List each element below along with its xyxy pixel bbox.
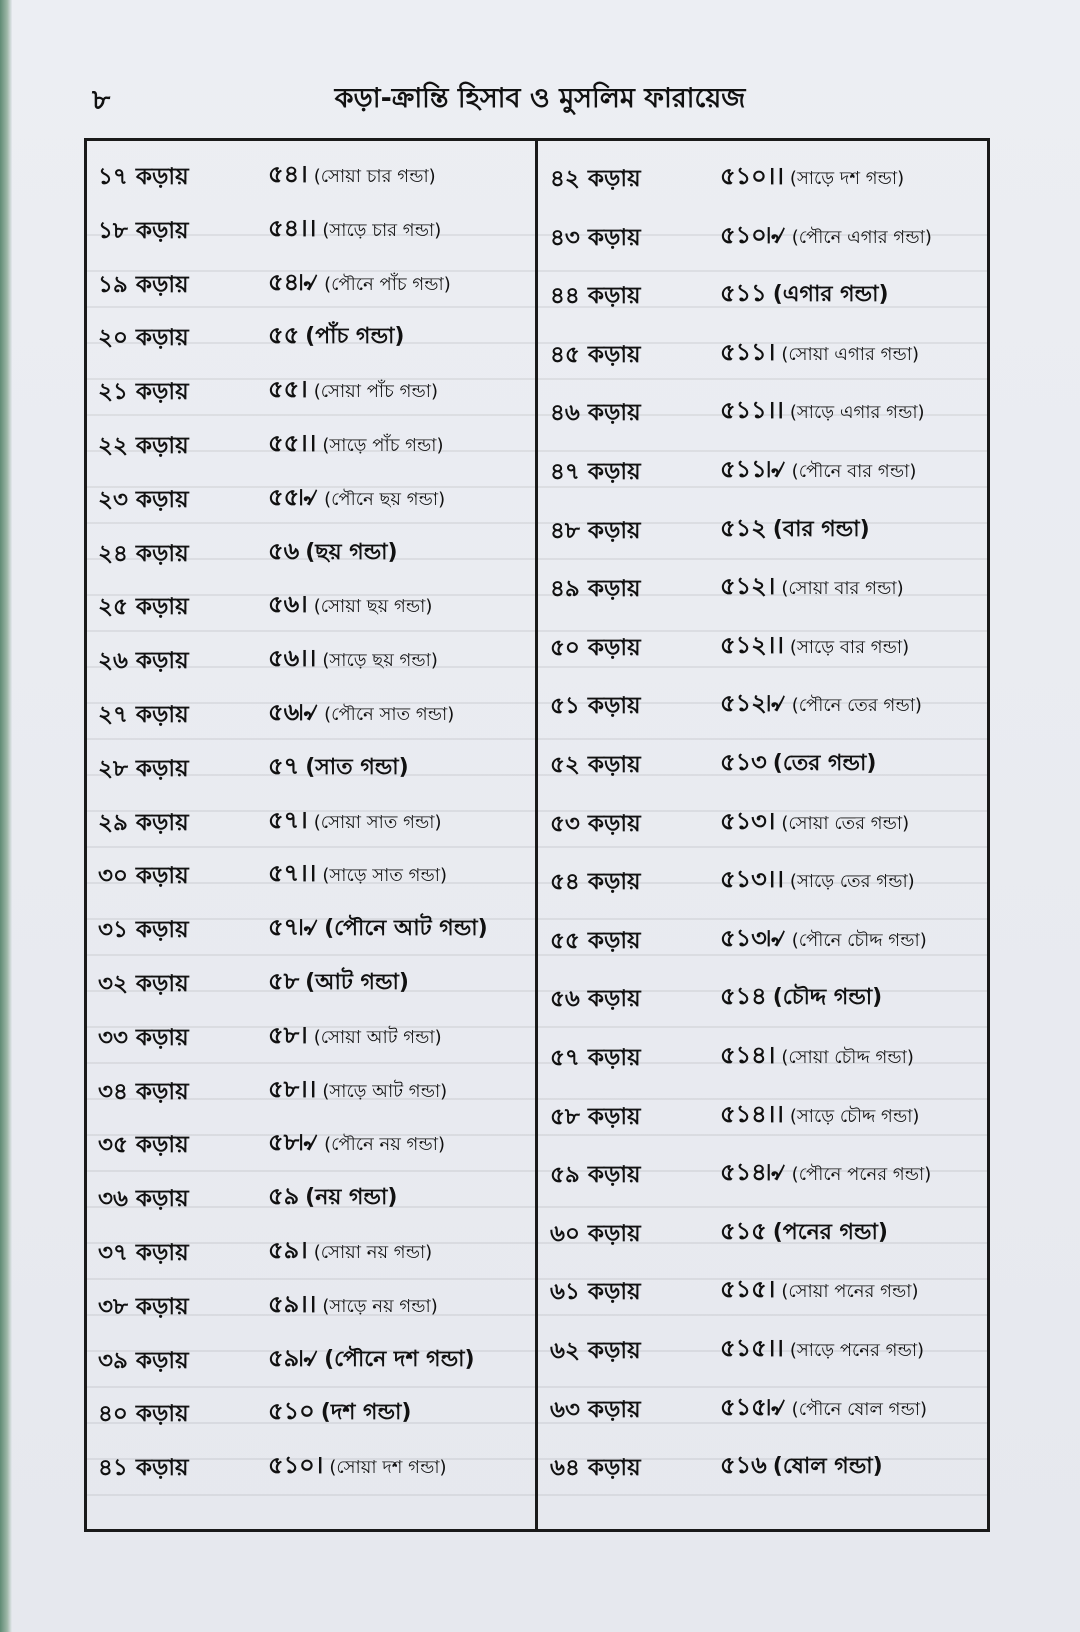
table-row (84, 1172, 535, 1216)
kora-count: ২৩ কড়ায় (98, 486, 189, 513)
table-row (84, 419, 535, 463)
page-header (0, 78, 1080, 122)
kora-count: ২৮ কড়ায় (98, 755, 189, 782)
table-row (84, 311, 535, 355)
gonda-value (268, 1232, 432, 1272)
gonda-label: (পৌনে পাঁচ গন্ডা) (324, 273, 451, 295)
gonda-label: (সাড়ে সাত গন্ডা) (322, 865, 448, 887)
gonda-value (268, 1071, 447, 1111)
kora-count: ৬০ কড়ায় (550, 1220, 641, 1247)
gonda-value (720, 1154, 931, 1194)
gonda-label: (দশ গন্ডা) (320, 1400, 412, 1426)
gonda-symbol: ৫১০ (268, 1397, 315, 1426)
gonda-label: (সোয়া আট গন্ডা) (313, 1026, 442, 1048)
gonda-symbol: ৫১২।। (720, 630, 784, 659)
gonda-symbol: ৫৯। (268, 1236, 308, 1264)
table-row (84, 957, 535, 1001)
gonda-symbol: ৫১৬ (720, 1451, 767, 1480)
kora-count: ২৯ কড়ায় (98, 809, 189, 836)
gonda-value (268, 1447, 447, 1487)
gonda-symbol: ৫১৩।। (720, 865, 784, 894)
kora-count: ২০ কড়ায় (98, 325, 189, 352)
kora-count: ৫০ কড়ায় (550, 634, 641, 661)
kora-count: ২৭ কড়ায় (98, 702, 189, 728)
gonda-symbol: ৫১৩। (720, 806, 776, 835)
kora-count: ৪২ কড়ায় (550, 166, 641, 192)
gonda-value (720, 1447, 883, 1487)
table-row (84, 688, 535, 732)
gonda-value (720, 1213, 888, 1253)
kora-count: ৪০ কড়ায় (98, 1401, 189, 1428)
gonda-label: (সোয়া চৌদ্দ গন্ডা) (781, 1047, 914, 1068)
gonda-symbol: ৫১১। (720, 337, 776, 366)
gonda-label: (পৌনে ষোল গন্ডা) (791, 1398, 928, 1420)
gonda-symbol: ৫১২। (720, 572, 776, 601)
gonda-value (268, 694, 454, 734)
gonda-value (720, 978, 882, 1018)
table-row (538, 914, 990, 958)
gonda-symbol: ৫৯ (268, 1182, 300, 1211)
kora-count: ২৬ কড়ায় (98, 648, 189, 675)
table-row (84, 796, 535, 840)
gonda-value (268, 317, 404, 357)
gonda-label: (সাড়ে পনের গন্ডা) (789, 1340, 925, 1361)
gonda-label: (চৌদ্দ গন্ডা) (772, 985, 883, 1011)
gonda-value (268, 586, 432, 626)
gonda-label: (সোয়া চার গন্ডা) (313, 166, 436, 187)
gonda-value (720, 158, 904, 198)
table-row (538, 1031, 990, 1075)
gonda-symbol: ৫৪। (268, 160, 308, 188)
gonda-value (268, 1286, 438, 1326)
table-row (538, 562, 990, 606)
kora-count: ৫৩ কড়ায় (550, 810, 641, 837)
gonda-symbol: ৫৫ (268, 321, 300, 350)
gonda-value (268, 425, 444, 465)
kora-count: ৩৭ কড়ায় (98, 1240, 189, 1266)
table-row (84, 1334, 535, 1378)
running-title: কড়া-ক্রান্তি হিসাব ও মুসলিম ফারায়েজ (334, 83, 746, 114)
gonda-label: (সোয়া এগার গন্ডা) (781, 343, 920, 365)
table-row (84, 1226, 535, 1270)
table-row (84, 1280, 535, 1324)
gonda-label: (নয় গন্ডা) (305, 1185, 398, 1211)
table-row (538, 797, 990, 841)
table-row (84, 527, 535, 571)
gonda-symbol: ৫১৪৷৵ (720, 1158, 786, 1187)
table-row (538, 269, 990, 313)
gonda-value (268, 156, 436, 196)
right-column (538, 138, 990, 1532)
gonda-symbol: ৫৭।। (268, 859, 317, 888)
gonda-value (720, 451, 916, 491)
table-row (538, 1383, 990, 1427)
table-row (538, 328, 990, 372)
gonda-symbol: ৫৪৷৵ (268, 267, 319, 296)
table-row (84, 580, 535, 624)
gonda-label: (পাঁচ গন্ডা) (305, 324, 405, 350)
gonda-value (268, 963, 409, 1003)
kora-count: ৪৫ কড়ায় (550, 341, 641, 368)
kora-count: ৪৯ কড়ায় (550, 576, 641, 603)
gonda-label: (সোয়া বার গন্ডা) (781, 578, 904, 600)
gonda-symbol: ৫৫। (268, 375, 308, 404)
gonda-symbol: ৫৮।। (268, 1074, 317, 1103)
kora-count: ৫৭ কড়ায় (550, 1045, 641, 1071)
gonda-value (720, 1389, 927, 1429)
table-row (538, 211, 990, 255)
gonda-label: (পৌনে আট গন্ডা) (324, 916, 488, 942)
gonda-value (268, 264, 451, 304)
table-row (84, 1011, 535, 1055)
kora-count: ১৯ কড়ায় (98, 271, 189, 298)
kora-count: ৪৭ কড়ায় (550, 459, 641, 485)
gonda-label: (সাত গন্ডা) (305, 754, 409, 780)
kora-count: ২১ কড়ায় (98, 379, 189, 406)
gonda-value (268, 640, 438, 680)
table-row (538, 972, 990, 1016)
kora-count: ৩১ কড়ায় (98, 917, 189, 944)
gonda-value (720, 217, 932, 257)
gonda-symbol: ৫৪।। (268, 213, 317, 242)
gonda-symbol: ৫১৫ (720, 1216, 767, 1245)
gonda-label: (পনের গন্ডা) (772, 1219, 888, 1245)
kora-count: ৫৬ কড়ায় (550, 986, 641, 1013)
table-row (84, 1118, 535, 1162)
gonda-label: (সাড়ে চার গন্ডা) (322, 219, 442, 241)
gonda-symbol: ৫১২৷৵ (720, 689, 786, 718)
gonda-symbol: ৫১৩ (720, 748, 767, 776)
table-row (538, 1265, 990, 1309)
kora-count: ৪৪ কড়ায় (550, 283, 641, 310)
gonda-value (720, 275, 889, 315)
gonda-symbol: ৫৭। (268, 805, 308, 834)
gonda-label: (সাড়ে দশ গন্ডা) (789, 168, 905, 189)
gonda-label: (সাড়ে নয় গন্ডা) (322, 1295, 438, 1317)
kora-count: ৫২ কড়ায় (550, 752, 641, 778)
gonda-symbol: ৫১৫।। (720, 1334, 784, 1362)
table-row (84, 903, 535, 947)
gonda-label: (পৌনে পনের গন্ডা) (791, 1164, 932, 1186)
table-row (538, 1324, 990, 1368)
kora-count: ৩৮ কড়ায় (98, 1293, 189, 1320)
kora-count: ২২ কড়ায় (98, 433, 189, 459)
gonda-value (268, 748, 409, 788)
gonda-label: (বার গন্ডা) (772, 516, 870, 542)
gonda-value (268, 479, 445, 519)
kora-count: ৩২ কড়ায় (98, 971, 189, 997)
gonda-symbol: ৫১১।। (720, 396, 784, 425)
gonda-symbol: ৫১০।। (720, 162, 784, 190)
kora-count: ১৮ কড়ায় (98, 217, 189, 244)
gonda-symbol: ৫৮ (268, 967, 300, 995)
gonda-value (268, 855, 447, 895)
gonda-label: (সোয়া ছয় গন্ডা) (313, 596, 433, 618)
kora-count: ৫৪ কড়ায় (550, 869, 641, 896)
kora-count: ১৭ কড়ায় (98, 164, 189, 190)
gonda-label: (সোয়া দশ গন্ডা) (329, 1457, 447, 1479)
gonda-symbol: ৫৫৷৵ (268, 482, 319, 511)
gonda-label: (এগার গন্ডা) (772, 282, 889, 308)
kora-count: ৩৪ কড়ায় (98, 1078, 189, 1105)
gonda-value (720, 1037, 914, 1077)
gonda-label: (তের গন্ডা) (772, 751, 877, 776)
gonda-value (268, 1178, 397, 1218)
gonda-symbol: ৫৫।। (268, 429, 317, 457)
table-row (538, 386, 990, 430)
gonda-label: (সোয়া পাঁচ গন্ডা) (313, 381, 439, 403)
table-row (84, 473, 535, 517)
gonda-label: (সাড়ে ছয় গন্ডা) (322, 650, 438, 672)
gonda-label: (সাড়ে তের গন্ডা) (789, 871, 915, 893)
gonda-value (268, 909, 488, 949)
gonda-label: (সাড়ে চৌদ্দ গন্ডা) (789, 1105, 920, 1127)
gonda-symbol: ৫১০৷৵ (720, 220, 786, 249)
gonda-label: (পৌনে বার গন্ডা) (791, 461, 917, 482)
gonda-value (720, 685, 922, 725)
gonda-value (268, 802, 442, 842)
gonda-label: (সোয়া নয় গন্ডা) (313, 1242, 433, 1263)
gonda-symbol: ৫১৪ (720, 982, 767, 1011)
kora-count: ৬২ কড়ায় (550, 1338, 641, 1364)
gonda-symbol: ৫৭৷৵ (268, 913, 319, 942)
gonda-label: (সাড়ে আট গন্ডা) (322, 1080, 448, 1102)
kora-count: ৩০ কড়ায় (98, 863, 189, 890)
gonda-label: (পৌনে এগার গন্ডা) (791, 226, 932, 248)
kora-count: ৫৯ কড়ায় (550, 1162, 641, 1189)
gonda-label: (পৌনে ছয় গন্ডা) (324, 488, 446, 510)
gonda-symbol: ৫১৫৷৵ (720, 1392, 786, 1421)
gonda-value (720, 627, 909, 667)
kora-count: ৫৫ কড়ায় (550, 927, 641, 954)
gonda-symbol: ৫৬ (268, 536, 300, 565)
gonda-symbol: ৫১২ (720, 513, 767, 542)
gonda-value (720, 1271, 919, 1311)
gonda-value (268, 1340, 475, 1380)
table-row (538, 679, 990, 723)
kora-count: ৪৬ কড়ায় (550, 400, 641, 427)
table-row (538, 504, 990, 548)
kora-count: ২৫ কড়ায় (98, 594, 189, 621)
gonda-symbol: ৫১৪। (720, 1041, 776, 1069)
table-row (538, 1148, 990, 1192)
kora-count: ৬৩ কড়ায় (550, 1396, 641, 1423)
gonda-value (268, 1393, 411, 1433)
gonda-value (268, 1124, 445, 1164)
table-row (84, 742, 535, 786)
table-row (84, 1387, 535, 1431)
gonda-symbol: ৫১১৷৵ (720, 455, 786, 483)
table-row (538, 1207, 990, 1251)
table-row (538, 621, 990, 665)
table-row (538, 445, 990, 489)
gonda-label: (আট গন্ডা) (305, 970, 409, 995)
table-row (538, 152, 990, 196)
kora-count: ৩৯ কড়ায় (98, 1347, 189, 1374)
gonda-symbol: ৫১১ (720, 279, 767, 308)
kora-count: ৫৮ কড়ায় (550, 1103, 641, 1130)
table-row (538, 1441, 990, 1485)
gonda-value (720, 861, 915, 901)
left-column (84, 138, 535, 1532)
gonda-value (268, 371, 438, 411)
gonda-label: (সোয়া পনের গন্ডা) (781, 1281, 919, 1303)
table-row (84, 258, 535, 302)
kora-count: ৪৮ কড়ায় (550, 517, 641, 544)
table-row (84, 150, 535, 194)
kora-count: ৪১ কড়ায় (98, 1455, 189, 1482)
gonda-value (268, 210, 441, 250)
gonda-label: (ষোল গন্ডা) (772, 1454, 883, 1480)
kora-count: ৫১ কড়ায় (550, 693, 641, 720)
gonda-value (720, 803, 909, 843)
table-row (84, 365, 535, 409)
gonda-symbol: ৫৬৷৵ (268, 698, 319, 726)
table-row (84, 634, 535, 678)
table-row (84, 204, 535, 248)
gonda-value (720, 392, 925, 432)
gonda-value (720, 744, 876, 784)
book-spine-edge (0, 0, 12, 1632)
gonda-symbol: ৫১৪।। (720, 1099, 784, 1128)
gonda-label: (পৌনে নয় গন্ডা) (324, 1134, 445, 1156)
gonda-label: (পৌনে দশ গন্ডা) (324, 1346, 475, 1372)
gonda-symbol: ৫৯৷৵ (268, 1343, 319, 1372)
kora-count: ৪৩ কড়ায় (550, 224, 641, 251)
gonda-symbol: ৫৭ (268, 751, 300, 780)
gonda-value (720, 1330, 924, 1370)
kora-count: ৩৩ কড়ায় (98, 1024, 189, 1051)
kora-count: ৬৪ কড়ায় (550, 1455, 641, 1482)
table-row (84, 1065, 535, 1109)
gonda-symbol: ৫১৩৷৵ (720, 923, 786, 952)
gonda-label: (পৌনে তের গন্ডা) (791, 695, 922, 717)
gonda-label: (সাড়ে পাঁচ গন্ডা) (322, 435, 444, 456)
gonda-value (720, 1096, 919, 1136)
gonda-label: (সাড়ে বার গন্ডা) (789, 636, 910, 658)
kora-count: ২৪ কড়ায় (98, 540, 189, 567)
gonda-symbol: ৫৮৷৵ (268, 1128, 319, 1157)
gonda-label: (ছয় গন্ডা) (305, 539, 398, 565)
table-row (84, 1441, 535, 1485)
gonda-value (720, 334, 919, 374)
gonda-symbol: ৫১০। (268, 1451, 324, 1480)
gonda-label: (পৌনে সাত গন্ডা) (324, 704, 455, 725)
gonda-symbol: ৫৯।। (268, 1289, 317, 1318)
table-row (84, 849, 535, 893)
gonda-value (720, 920, 927, 960)
gonda-value (720, 568, 904, 608)
page-number: ৮ (92, 83, 111, 116)
gonda-value (720, 510, 870, 550)
gonda-label: (সাড়ে এগার গন্ডা) (789, 402, 925, 424)
gonda-label: (সোয়া তের গন্ডা) (781, 812, 910, 834)
gonda-symbol: ৫১৫। (720, 1275, 776, 1304)
gonda-symbol: ৫৬। (268, 590, 308, 619)
gonda-value (268, 1017, 442, 1057)
gonda-value (268, 533, 398, 573)
gonda-label: (পৌনে চৌদ্দ গন্ডা) (791, 929, 927, 951)
table-row (538, 1090, 990, 1134)
kora-count: ৬১ কড়ায় (550, 1279, 641, 1306)
table-row (538, 738, 990, 782)
gonda-symbol: ৫৮। (268, 1020, 308, 1049)
table-row (538, 855, 990, 899)
kora-count: ৩৫ কড়ায় (98, 1132, 189, 1159)
gonda-symbol: ৫৬।। (268, 644, 317, 673)
gonda-label: (সোয়া সাত গন্ডা) (313, 811, 442, 833)
kora-count: ৩৬ কড়ায় (98, 1186, 189, 1213)
